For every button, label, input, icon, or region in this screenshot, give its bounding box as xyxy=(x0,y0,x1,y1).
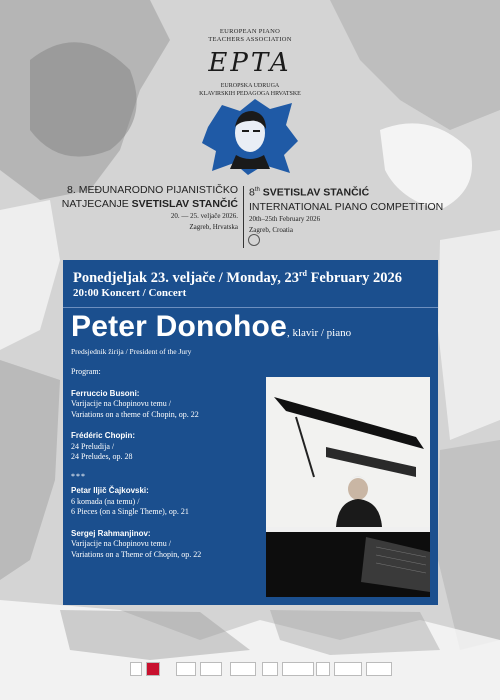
piece-title: Variations on a Theme of Chopin, op. 22 xyxy=(71,549,202,559)
performer-role: , klavir / piano xyxy=(286,327,352,339)
program-label: Program: xyxy=(71,367,101,376)
sponsor-logo xyxy=(146,662,160,676)
sponsor-logo xyxy=(366,662,392,676)
composer-portrait-icon xyxy=(200,97,300,177)
sponsor-logo xyxy=(262,662,278,676)
piece-title: 24 Preludes, op. 28 xyxy=(71,452,133,461)
sponsor-logo xyxy=(130,662,142,676)
composer-name: Frédéric Chopin: xyxy=(71,431,136,440)
org-local-name: EUROPSKA UDRUGA KLAVIRSKIH PEDAGOGA HRVATSKE xyxy=(199,83,301,97)
program-list xyxy=(71,367,261,560)
intermission-separator: *** xyxy=(71,471,86,481)
sponsor-logos xyxy=(130,659,430,679)
performer-name: Peter Donohoe xyxy=(71,310,287,343)
composer-name: Ferruccio Busoni: xyxy=(71,388,140,398)
piece-title: 24 Preludija / xyxy=(71,441,115,451)
event-time: 20:00 Koncert / Concert xyxy=(73,287,187,299)
competition-title-en: 8th SVETISLAV STANČIĆ INTERNATIONAL PIANO COMPETITION 20th–25th February 2026 Zagreb, Croatia xyxy=(249,186,444,234)
concert-panel xyxy=(63,260,438,605)
piece-title: 6 Pieces (on a Single Theme), op. 21 xyxy=(71,507,189,516)
event-date: Ponedjeljak 23. veljače / Monday, 23rd February 2026 xyxy=(73,269,402,286)
sponsor-logo xyxy=(176,662,196,676)
piece-title: Varijacije na Chopinovu temu / xyxy=(71,539,171,548)
org-name: EUROPEAN PIANO TEACHERS ASSOCIATION xyxy=(208,28,292,43)
epta-logo: EPTA xyxy=(208,48,292,78)
sponsor-logo xyxy=(334,662,362,676)
piece-title: 6 komada (na temu) / xyxy=(71,496,140,506)
seal-icon xyxy=(248,234,260,246)
sponsor-logo xyxy=(316,662,330,676)
composer-name: Sergej Rahmanjinov: xyxy=(71,528,151,538)
title-divider xyxy=(243,186,244,248)
sponsor-logo xyxy=(200,662,222,676)
competition-title-hr: 8. MEĐUNARODNO PIJANISTIČKO NATJECANJE SVETISLAV STANČIĆ 20. — 25. veljače 2026. Zagreb, Hrvatska xyxy=(61,184,238,231)
sponsor-logo xyxy=(282,662,314,676)
piano-photo xyxy=(266,377,430,597)
piece-title: Variations on a theme of Chopin, op. 22 xyxy=(71,409,199,419)
performer xyxy=(71,310,351,344)
composer-name: Petar Iljič Čajkovski: xyxy=(71,486,149,495)
sponsor-logo xyxy=(230,662,256,676)
jury-role: Predsjednik žirija / President of the Jury xyxy=(71,347,192,356)
panel-divider xyxy=(63,307,438,308)
piece-title: Varijacije na Chopinovu temu / xyxy=(71,399,171,408)
